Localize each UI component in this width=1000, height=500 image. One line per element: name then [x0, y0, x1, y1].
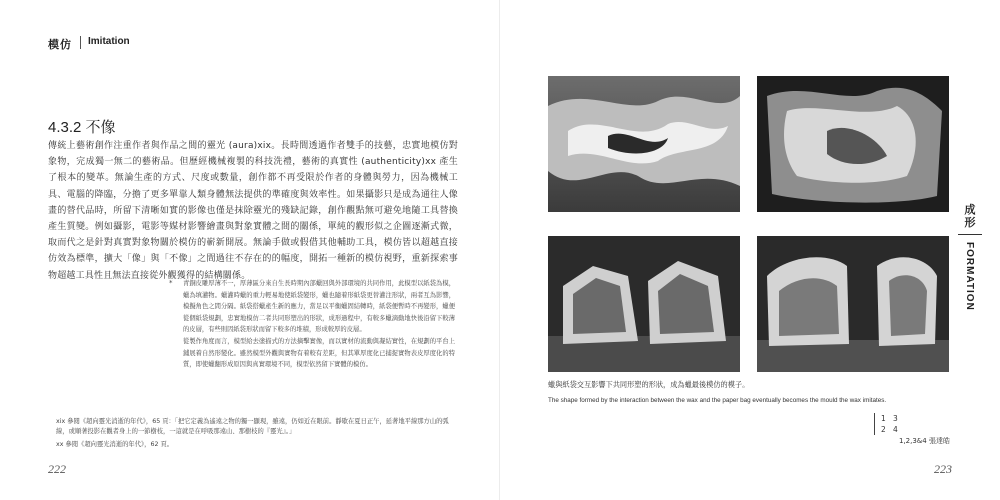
grid-row-1 — [881, 413, 905, 424]
grid-row-2 — [881, 424, 905, 435]
footnote-xix: xix 參閱《超向靈光消逝的年代》，65 頁：「把它定義為遙遠之物的獨一顯現，雖遠，仍如近在眼前。靜歇在夏日正午，延著地平線那方山的弧線，或順著投影在觀者身上的一節樹枝，一這就是在呼吸那遠山、那樹枝的『靈光』。」 — [56, 418, 449, 435]
side-tab-divider — [958, 234, 982, 235]
side-tab-zh — [962, 203, 978, 229]
grid-cell: 4 — [893, 425, 898, 434]
page-number-right: 223 — [934, 462, 952, 476]
photo-1-wax-mould — [548, 76, 740, 212]
page-number-left: 222 — [48, 462, 66, 476]
figure-caption-zh: 蠟與紙袋交互影響下共同形塑的形狀，成為蠟最後模仿的模子。 — [548, 380, 750, 389]
side-note-text: 青銅皮雕厚薄不一，厚薄區分來自生長時期內部蠟回與外部環境的共同作用，此模型以紙袋為模，蠟為填灌物。蠟灌時蠟的重力輕易地使紙袋變形，蠟也隨着形紙袋更替灌注形狀，兩者互為影響，模擬角色之間分隔。紙袋搭蠟產生新的應力，當足以平衡蠟固結轉時，紙袋便暫時不再變形，蠟便從個紙袋規劃，忠實地模仿二者共同形塑出的形狀，成形過程中，有較多蠟滴動地快後沿留下較薄的皮層，有些則因紙袋形狀而留下較多的堆積，形成較厚的皮層。 從製作角度而言，模型給去塗描式的方法摘擊實像，而以實材的流動與凝結實性，在規劃的平台上鋪展着自然形變化。雖然模型外觀與實物有着較有差距，但其單厚度化已捕捉實物表皮厚度化的特質，即使蠟翻形成原因與真實環境不同，模型依然留下實體的模仿。 — [183, 280, 455, 369]
photo-4-wax-mould — [757, 236, 949, 372]
photo-3-wax-mould — [548, 236, 740, 372]
side-tab-zh-line1: 成 — [964, 203, 976, 216]
header-chapter-en: Imitation — [88, 36, 130, 47]
footnote-xx: xx 參閱《超向靈光消逝的年代》，62 頁。 — [56, 441, 174, 448]
note-marker: * — [169, 279, 173, 287]
body-paragraph: 傳統上藝術創作注重作者與作品之間的靈光 (aura)xix。長時間透過作者雙手的技藝，忠實地模仿對象物，完成獨一無二的藝術品。但歷經機械複製的科技洗禮，藝術的真實性 (authenticity)xx 產生了根本的變革。無論生產的方式、尺度或數量，創作都不再受限於作者的身體與勞力，因為機械工具、電腦的降臨，分擔了更多單靠人類身體無法提供的準確度與效率性。如果攝影只是成為通往人像畫的替代品時，所留下清晰如實的影像也僅是抹除靈光的殘缺記錄，創作觀點無可避免地隨工具替換產生質變。例如攝影，電影等媒材影響繪畫與對象實體之間的關係，單純的觀形似之企圖逐漸式微，取而代之是針對真實對象物關於模仿的嶄新開展。無論手做或假借其他輔助工具，模仿皆以超越直接仿效為標準，擴大「像」與「不像」之間過往不存在的的幅度，開拓一種新的模仿視野，重新探索事物超越工具性且無法直接從外觀獲得的結構關係。 — [48, 141, 458, 281]
side-tab-zh-line2: 形 — [964, 216, 976, 229]
figure-credit: 1,2,3&4 張達皓 — [899, 437, 950, 445]
figure-caption-en: The shape formed by the interaction between the wax and the paper bag eventually becomes the mould the wax imitates. — [548, 397, 887, 404]
side-tab-en: FORMATION — [964, 242, 975, 311]
photo-2-wax-mould — [757, 76, 949, 212]
grid-cell: 2 — [881, 425, 886, 434]
book-spine — [499, 0, 500, 500]
grid-cell: 1 — [881, 414, 886, 423]
grid-cell: 3 — [893, 414, 898, 423]
header-chapter-zh: 模仿 — [48, 38, 72, 51]
side-note — [169, 278, 455, 371]
figure-grid-key — [874, 413, 905, 435]
section-title: 4.3.2 不像 — [48, 119, 116, 136]
header-divider — [80, 36, 81, 49]
